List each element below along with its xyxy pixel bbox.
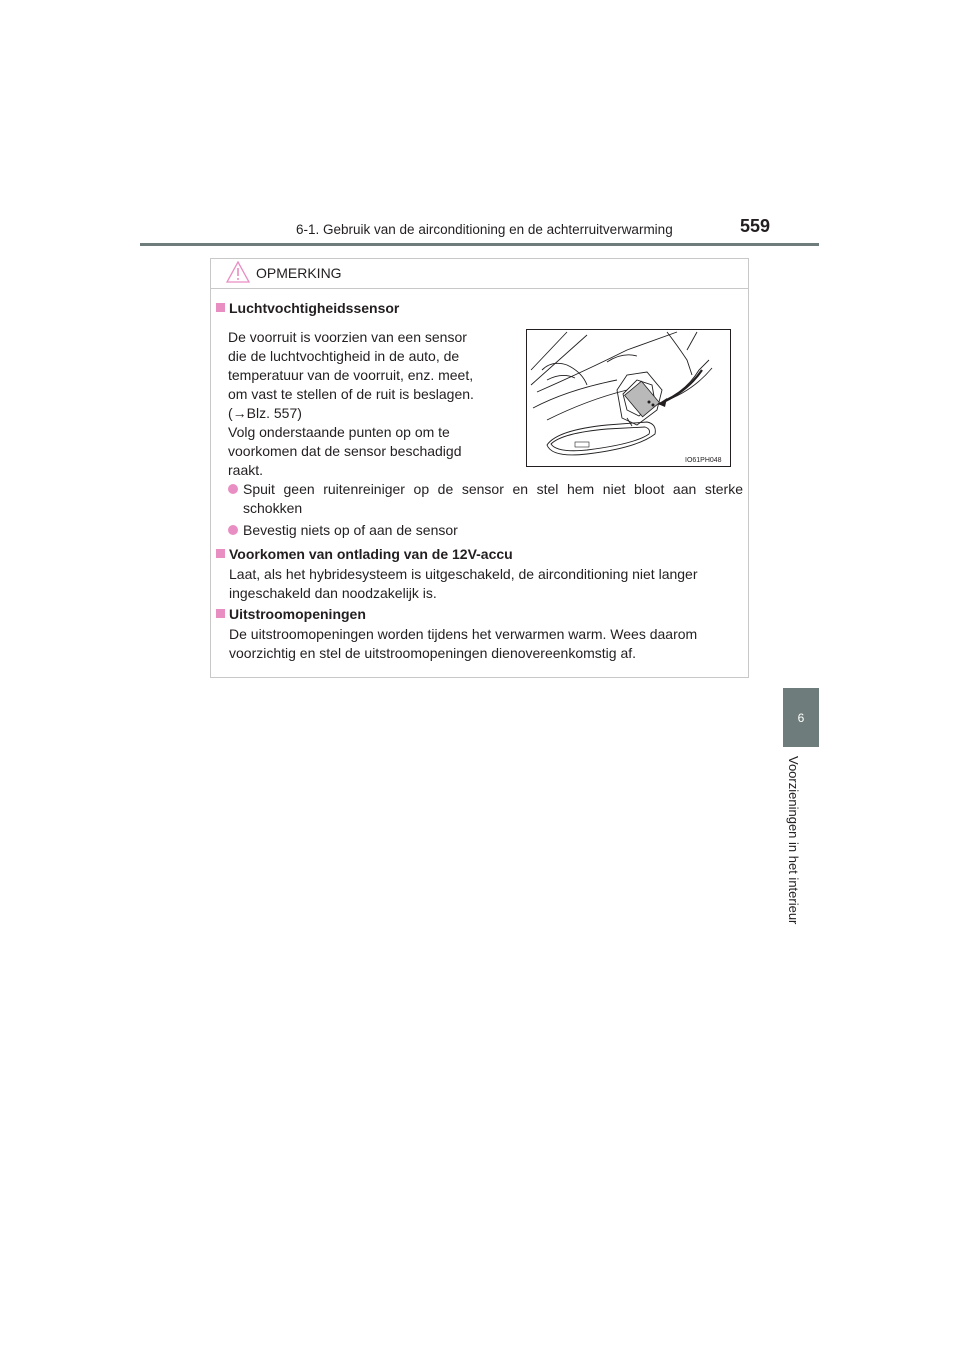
illustration-code: IO61PH048 bbox=[685, 457, 722, 464]
humidity-advice bbox=[228, 423, 508, 480]
heading-outlets: Uitstroomopeningen bbox=[229, 606, 366, 622]
bullet-dot bbox=[228, 525, 238, 535]
bullet-dot bbox=[228, 484, 238, 494]
advice-line: voorkomen dat de sensor beschadigd bbox=[228, 443, 462, 459]
bullet-text: Spuit geen ruitenreiniger op de sensor en stel hem niet bloot aan sterke schokken bbox=[243, 481, 743, 516]
warning-triangle-icon bbox=[226, 261, 250, 283]
battery-text: Laat, als het hybridesysteem is uitgeschakeld, de airconditioning niet langer ingeschakeld dan noodzakelijk is. bbox=[229, 566, 698, 601]
header-rule bbox=[140, 243, 819, 246]
heading-humidity-sensor: Luchtvochtigheidssensor bbox=[229, 300, 400, 316]
page-number: 559 bbox=[740, 216, 771, 236]
chapter-tab[interactable] bbox=[783, 688, 819, 747]
page-reference: (→Blz. 557) bbox=[228, 405, 302, 421]
outlets-text: De uitstroomopeningen worden tijdens het verwarmen warm. Wees daarom voorzichtig en stel de uitstroomopeningen dienovereenkomstig af. bbox=[229, 626, 698, 661]
intro-line: temperatuur van de voorruit, enz. meet, bbox=[228, 367, 474, 383]
intro-line: om vast te stellen of de ruit is beslagen. bbox=[228, 386, 474, 402]
bullet-text: Bevestig niets op of aan de sensor bbox=[243, 522, 458, 538]
advice-line: Volg onderstaande punten op om te bbox=[228, 424, 450, 440]
sensor-illustration bbox=[526, 329, 731, 467]
bullet-item bbox=[243, 480, 743, 518]
heading-marker bbox=[216, 609, 225, 618]
heading-marker bbox=[216, 549, 225, 558]
heading-marker bbox=[216, 303, 225, 312]
bullet-item bbox=[243, 521, 743, 540]
humidity-intro bbox=[228, 328, 508, 423]
rearview-mirror-sensor-drawing bbox=[527, 330, 732, 468]
notice-header bbox=[211, 259, 748, 289]
section-title: 6-1. Gebruik van de airconditioning en de achterruitverwarming bbox=[296, 222, 673, 237]
heading-battery: Voorkomen van ontlading van de 12V-accu bbox=[229, 546, 513, 562]
chapter-number: 6 bbox=[797, 710, 805, 725]
intro-line: die de luchtvochtigheid in de auto, de bbox=[228, 348, 460, 364]
advice-line: raakt. bbox=[228, 462, 264, 478]
notice-title: OPMERKING bbox=[256, 265, 342, 281]
intro-line: De voorruit is voorzien van een sensor bbox=[228, 329, 467, 345]
chapter-title: Voorzieningen in het interieur bbox=[786, 756, 801, 925]
